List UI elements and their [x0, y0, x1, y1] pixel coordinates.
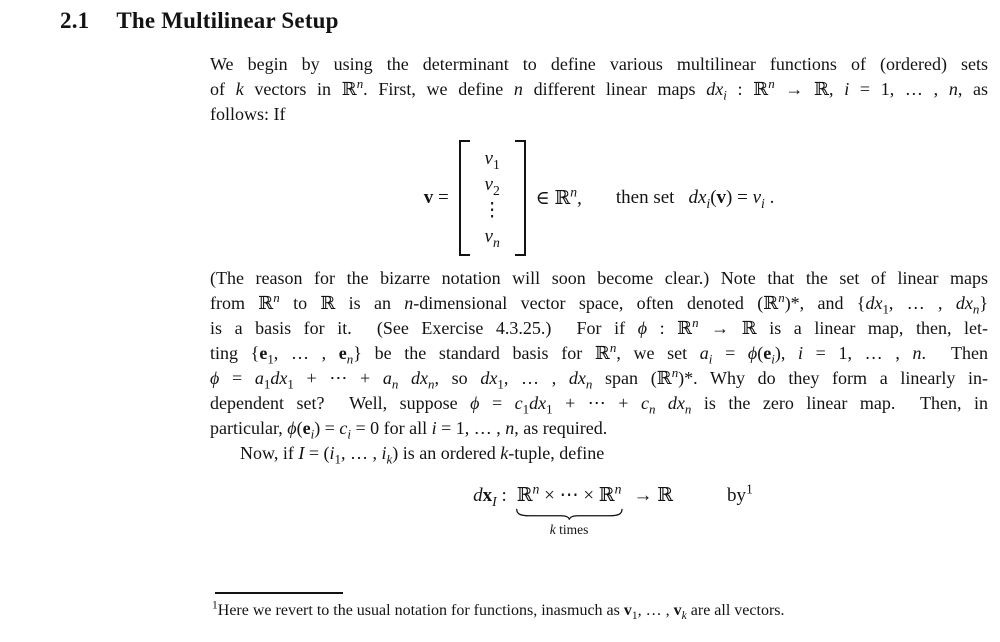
underbrace-icon	[515, 508, 624, 520]
text-line: ting {$e_1$, … , $e_n$} be the standard basis for ℝ$^n$, we set $a_i = \phi(e_i)$, i = 1, … , n. Then	[210, 341, 988, 366]
vertical-dots-icon: ⋮	[482, 200, 502, 221]
text-line: $\phi = a_1dx_1$ + ⋯ + $a_n$ $dx_n$, so $dx_1$, … , $dx_n$ span (ℝ$^n$)*. Why do they form a linearly in-	[210, 366, 988, 391]
equation-connective: then set	[615, 187, 675, 208]
footnote-rule	[215, 592, 343, 594]
equation-domain: ℝ$^n$ × ⋯ × ℝ$^n$	[516, 481, 622, 506]
text-line: dependent set? Well, suppose $\phi = c_1dx_1$ + ⋯ + $c_n$ $dx_n$ is the zero linear map. Then, in	[210, 393, 988, 416]
equation-by-marker: $by^1$	[727, 481, 753, 506]
text-line: of k vectors in ℝ$^n$. First, we define n different linear maps $dx_i$ : ℝ$^n$ → ℝ, i = 1, … , n, as	[210, 77, 988, 102]
section-number: 2.1	[60, 8, 90, 33]
display-equation-vector	[210, 140, 988, 256]
matrix-bracket-left-icon	[459, 140, 470, 256]
display-equation-dxI	[224, 481, 1000, 537]
section-title: The Multilinear Setup	[116, 8, 339, 33]
matrix-entries	[470, 140, 515, 256]
text-line: from ℝ$^n$ to ℝ is an n-dimensional vector space, often denoted (ℝ$^n$)*, and {$dx_1$, … , $dx_n$}	[210, 291, 988, 316]
text-line: is a basis for it. (See Exercise 4.3.25.) For if ϕ : ℝ$^n$ → ℝ is a linear map, then, let-	[210, 316, 988, 338]
underbrace-label: k times	[549, 522, 589, 537]
paragraph-discussion	[210, 266, 988, 441]
text-line: Now, if $I = (i_1$, … , $i_k$) is an ordered k-tuple, define	[240, 443, 605, 466]
text-line: follows: If	[210, 104, 286, 124]
matrix-bracket-right-icon	[515, 140, 526, 256]
paragraph-intro	[210, 52, 988, 127]
text-line: We begin by using the determinant to define various multilinear functions of (ordered) sets	[210, 54, 988, 74]
text-line: (The reason for the bizarre notation will soon become clear.) Note that the set of linear maps	[210, 268, 988, 288]
paragraph-ktuple	[210, 441, 988, 466]
footnote-text: $^1$Here we revert to the usual notation for functions, inasmuch as $v_1$, … , $v_k$ are all vectors.	[212, 599, 785, 623]
text-line: particular, $\phi(e_i) = c_i = 0$ for all i = 1, … , n, as required.	[210, 418, 608, 441]
equation-lhs: $dx_I$ :	[473, 485, 507, 509]
equation-rhs: $dx_i(v) = v_i$ .	[688, 187, 775, 211]
equation-arrow-codomain: → ℝ	[633, 485, 673, 506]
underbraced-domain	[515, 481, 624, 537]
section-heading	[60, 8, 339, 34]
matrix-entry: $v_1$	[484, 148, 500, 172]
equation-lhs: v =	[423, 187, 449, 208]
equation-membership: ∈ ℝ$^n$,	[535, 184, 582, 209]
matrix-entry: $v_2$	[484, 174, 500, 198]
column-vector-matrix	[459, 140, 526, 256]
matrix-entry: $v_n$	[484, 226, 500, 250]
